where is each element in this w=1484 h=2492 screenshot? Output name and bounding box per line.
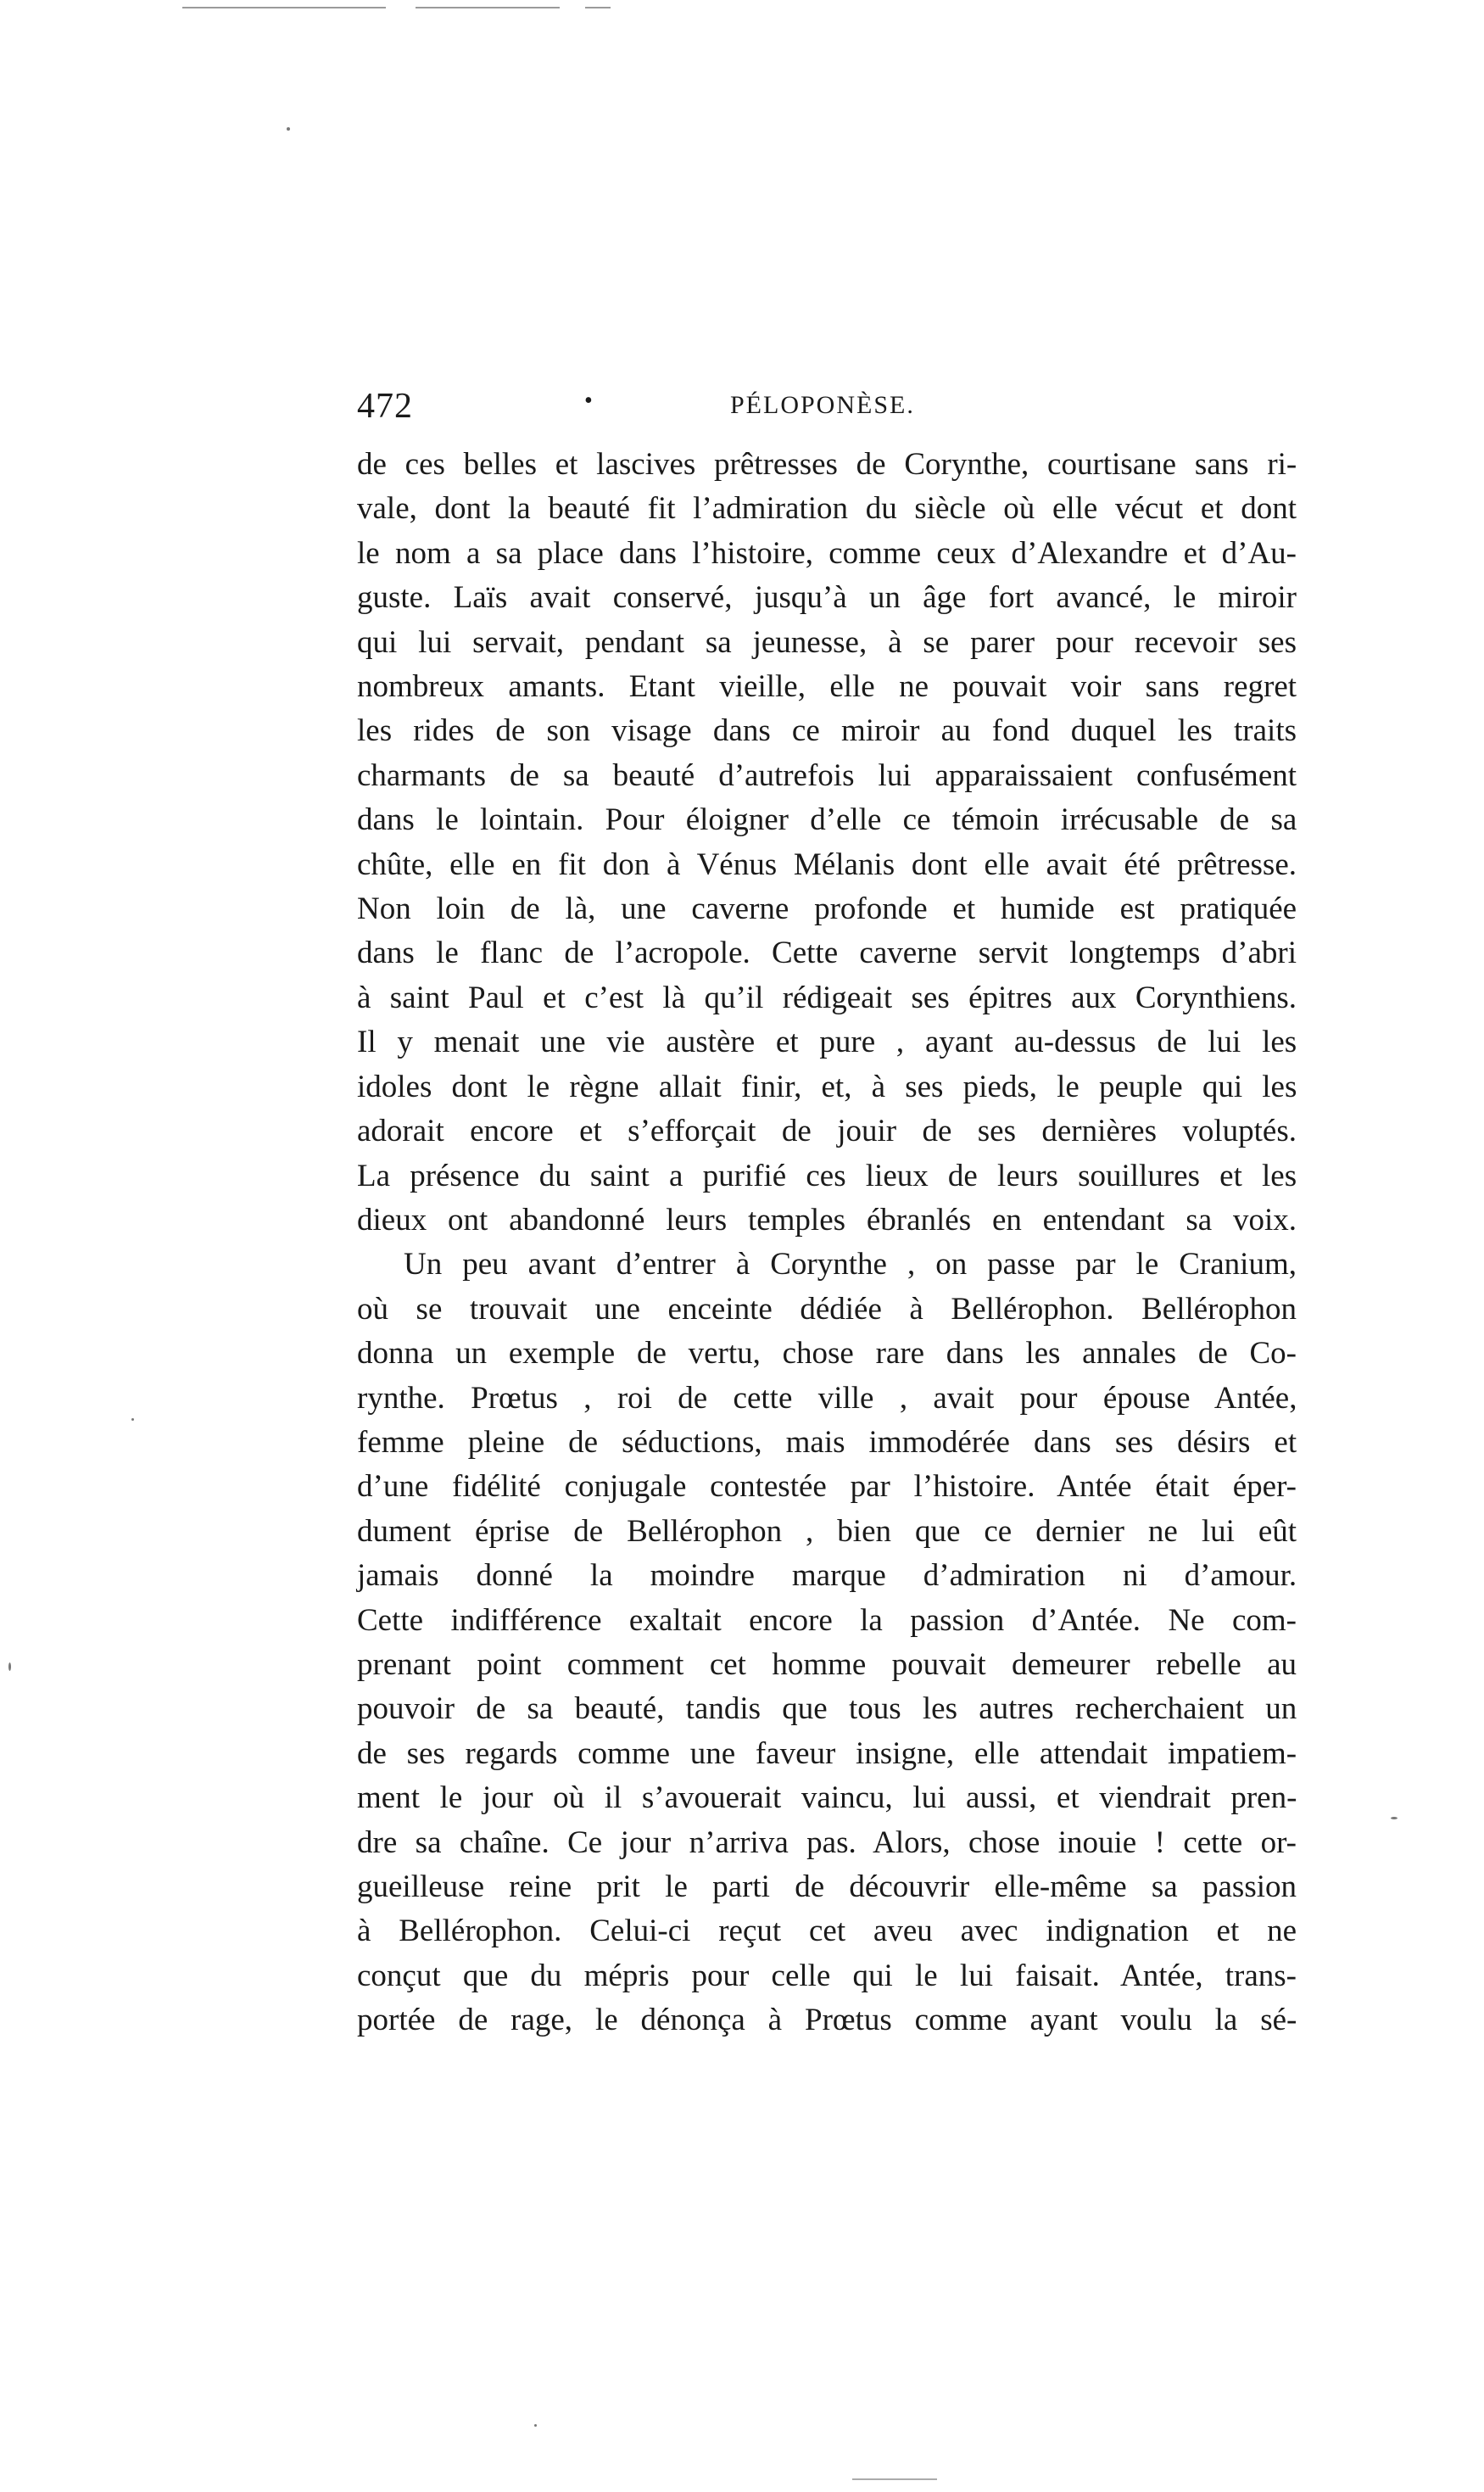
running-head: PÉLOPONÈSE. (730, 391, 915, 419)
scan-speck (1391, 1817, 1398, 1819)
text-line: où se trouvait une enceinte dédiée à Bellérophon. Bellérophon (357, 1291, 1297, 1327)
paragraph-1 (357, 443, 1297, 1243)
text-line: Cette indifférence exaltait encore la passion d’Antée. Ne com- (357, 1602, 1297, 1638)
text-line: chûte, elle en fit don à Vénus Mélanis dont elle avait été prêtresse. (357, 846, 1297, 882)
text-line: jamais donné la moindre marque d’admiration ni d’amour. (357, 1558, 1297, 1594)
scan-speck (8, 1662, 11, 1671)
text-line: conçut que du mépris pour celle qui le lui faisait. Antée, trans- (357, 1958, 1297, 1993)
text-line: vale, dont la beauté fit l’admiration du siècle où elle vécut et dont (357, 491, 1297, 527)
text-line: les rides de son visage dans ce miroir au fond duquel les traits (357, 713, 1297, 749)
text-line: Il y menait une vie austère et pure , ayant au-dessus de lui les (357, 1025, 1297, 1060)
top-scan-edge (585, 7, 611, 8)
scan-speck (287, 127, 290, 131)
text-line: Un peu avant d’entrer à Corynthe , on passe par le Cranium, (404, 1247, 1297, 1282)
text-line: gueilleuse reine prit le parti de découvrir elle-même sa passion (357, 1869, 1297, 1904)
header-ornament: • (584, 388, 593, 414)
page-number: 472 (357, 387, 413, 426)
text-line: de ses regards comme une faveur insigne, elle attendait impatiem- (357, 1735, 1297, 1771)
text-line: ment le jour où il s’avouerait vaincu, lui aussi, et viendrait pren- (357, 1780, 1297, 1816)
text-line: portée de rage, le dénonça à Prœtus comme ayant voulu la sé- (357, 2003, 1297, 2038)
text-line: dre sa chaîne. Ce jour n’arriva pas. Alors, chose inouie ! cette or- (357, 1824, 1297, 1860)
scan-speck (534, 2424, 537, 2427)
text-line: adorait encore et s’efforçait de jouir de ses dernières voluptés. (357, 1114, 1297, 1149)
text-line: La présence du saint a purifié ces lieux de leurs souillures et les (357, 1158, 1297, 1193)
text-line: nombreux amants. Etant vieille, elle ne pouvait voir sans regret (357, 669, 1297, 705)
text-line: d’une fidélité conjugale contestée par l’histoire. Antée était éper- (357, 1469, 1297, 1505)
page-header (357, 386, 1297, 437)
text-line: à Bellérophon. Celui-ci reçut cet aveu avec indignation et ne (357, 1914, 1297, 1949)
text-line: de ces belles et lascives prêtresses de Corynthe, courtisane sans ri- (357, 447, 1297, 482)
text-line: pouvoir de sa beauté, tandis que tous les autres recherchaient un (357, 1691, 1297, 1727)
bottom-scan-edge (852, 2478, 937, 2480)
text-line: rynthe. Prœtus , roi de cette ville , avait pour épouse Antée, (357, 1380, 1297, 1416)
text-line: guste. Laïs avait conservé, jusqu’à un âge fort avancé, le miroir (357, 580, 1297, 616)
text-line: dument éprise de Bellérophon , bien que ce dernier ne lui eût (357, 1513, 1297, 1549)
text-line: femme pleine de séductions, mais immodérée dans ses désirs et (357, 1424, 1297, 1460)
text-line: dans le flanc de l’acropole. Cette caverne servit longtemps d’abri (357, 936, 1297, 971)
text-line: qui lui servait, pendant sa jeunesse, à se parer pour recevoir ses (357, 624, 1297, 660)
top-scan-edge (182, 7, 386, 8)
text-line: prenant point comment cet homme pouvait demeurer rebelle au (357, 1646, 1297, 1682)
text-line: le nom a sa place dans l’histoire, comme ceux d’Alexandre et d’Au- (357, 535, 1297, 571)
text-line: Non loin de là, une caverne profonde et humide est pratiquée (357, 891, 1297, 927)
text-line: idoles dont le règne allait finir, et, à ses pieds, le peuple qui les (357, 1069, 1297, 1104)
scan-speck (131, 1418, 134, 1421)
text-line: dans le lointain. Pour éloigner d’elle ce témoin irrécusable de sa (357, 802, 1297, 838)
top-scan-edge (416, 7, 560, 8)
text-line: dieux ont abandonné leurs temples ébranlés en entendant sa voix. (357, 1202, 1297, 1238)
text-line: charmants de sa beauté d’autrefois lui apparaissaient confusément (357, 757, 1297, 793)
text-line: donna un exemple de vertu, chose rare dans les annales de Co- (357, 1336, 1297, 1372)
paragraph-2 (357, 1243, 1297, 2042)
text-line: à saint Paul et c’est là qu’il rédigeait ses épitres aux Corynthiens. (357, 980, 1297, 1015)
text-block (357, 443, 1297, 2043)
